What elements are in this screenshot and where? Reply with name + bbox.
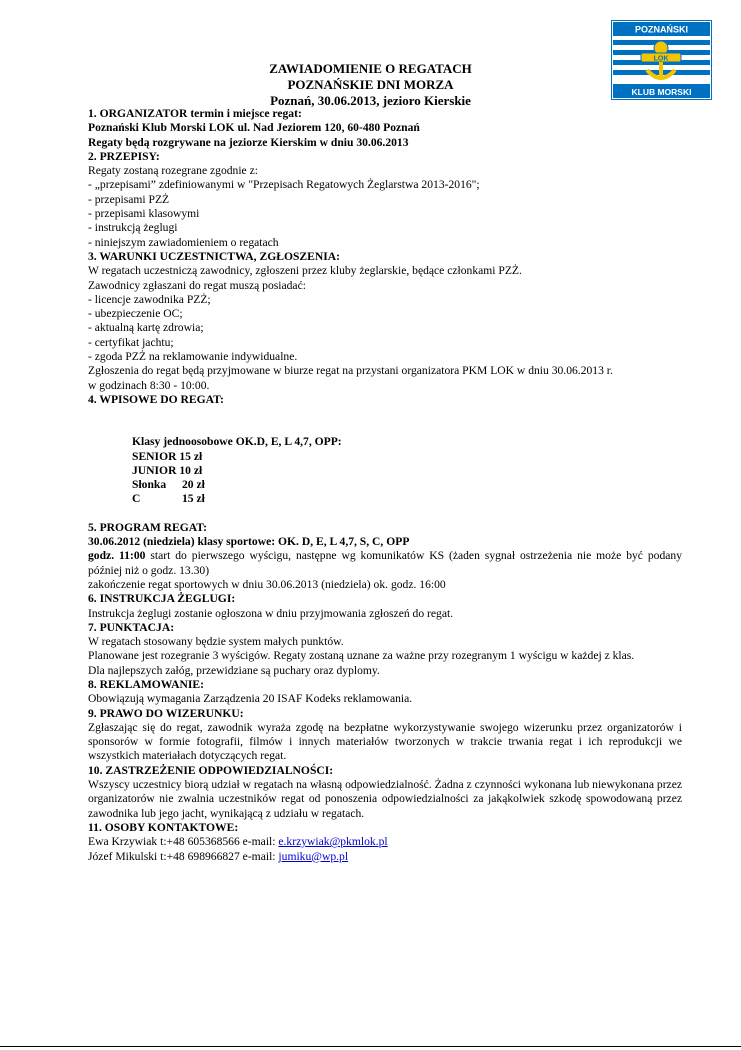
- section-8-heading: 8. REKLAMOWANIE:: [88, 677, 204, 691]
- page-bottom-rule: [0, 1046, 741, 1047]
- logo-center-text: LOK: [653, 55, 669, 63]
- fee-name: C: [132, 492, 141, 506]
- fee-name: Słonka: [132, 478, 167, 492]
- contact-row: [88, 850, 682, 864]
- doc-title-line2: POZNAŃSKIE DNI MORZA: [287, 77, 454, 92]
- fee-classes: Klasy jednoosobowe OK.D, E, L 4,7, OPP:: [132, 435, 342, 449]
- fee-value: 20 zł: [182, 478, 205, 492]
- section-6-heading: 6. INSTRUKCJA ŻEGLUGI:: [88, 592, 236, 606]
- fee-row: [132, 478, 682, 492]
- contact-2-email-link[interactable]: jumiku@wp.pl: [278, 849, 349, 863]
- entry-fees: [132, 435, 682, 506]
- scoring-text: W regatach stosowany będzie system małych punktów.: [88, 635, 344, 649]
- section-2-heading: 2. PRZEPISY:: [88, 149, 160, 163]
- registration-info: Zgłoszenia do regat będą przyjmowane w biurze regat na przystani organizatora PKM LOK w dniu 30.06.2013 r.: [88, 364, 613, 378]
- requirement-item: - certyfikat jachtu;: [88, 335, 174, 349]
- section-10-heading: 10. ZASTRZEŻENIE ODPOWIEDZIALNOŚCI:: [88, 763, 334, 777]
- scoring-prizes: Dla najlepszych załóg, przewidziane są puchary oraz dyplomy.: [88, 663, 380, 677]
- section-1-heading: 1. ORGANIZATOR termin i miejsce regat:: [88, 107, 302, 120]
- contact-row: [88, 835, 682, 849]
- fee-row: [132, 492, 682, 506]
- rules-item: - instrukcją żeglugi: [88, 221, 178, 235]
- contact-1-info: Ewa Krzywiak t:+48 605368566 e-mail:: [88, 835, 279, 849]
- program-end: zakończenie regat sportowych w dniu 30.06.2013 (niedziela) ok. godz. 16:00: [88, 577, 446, 591]
- rules-item: - niniejszym zawiadomieniem o regatach: [88, 235, 279, 249]
- contact-1-email-link[interactable]: e.krzywiak@pkmlok.pl: [278, 835, 388, 849]
- logo-bottom-text: KLUB MORSKI: [631, 87, 692, 97]
- participation-requirements: Zawodnicy zgłaszani do regat muszą posiadać:: [88, 278, 306, 292]
- fee-name: JUNIOR 10 zł: [132, 463, 203, 477]
- fee-value: 15 zł: [182, 492, 205, 506]
- requirement-item: - ubezpieczenie OC;: [88, 307, 183, 321]
- program-start: [88, 549, 682, 578]
- rules-item: - przepisami PZŻ: [88, 192, 170, 206]
- fee-row: [132, 464, 682, 478]
- section-4-heading: 4. WPISOWE DO REGAT:: [88, 392, 224, 406]
- section-5-heading: 5. PROGRAM REGAT:: [88, 520, 208, 534]
- image-rights-text: Zgłaszając się do regat, zawodnik wyraża zgodę na bezpłatne wykorzystywanie swojego wizerunku przez organizatorów i sponsorów w formie fotografii, filmów i innych materiałów tworzonych w trakcie trwania regat i ich reprodukcji we wszystkich materiałach dotyczących regat.: [88, 720, 682, 763]
- organizer-address: Poznański Klub Morski LOK ul. Nad Jeziorem 120, 60-480 Poznań: [88, 121, 420, 135]
- section-9-heading: 9. PRAWO DO WIZERUNKU:: [88, 706, 244, 720]
- program-date-classes: 30.06.2012 (niedziela) klasy sportowe: OK. D, E, L 4,7, S, C, OPP: [88, 535, 410, 549]
- doc-title-line3: Poznań, 30.06.2013, jezioro Kierskie: [270, 93, 471, 108]
- sailing-instructions-text: Instrukcja żeglugi zostanie ogłoszona w dniu przyjmowania zgłoszeń do regat.: [88, 606, 454, 620]
- rules-item: - przepisami klasowymi: [88, 207, 200, 221]
- requirement-item: - aktualną kartę zdrowia;: [88, 321, 204, 335]
- section-7-heading: 7. PUNKTACJA:: [88, 620, 175, 634]
- participation-text: W regatach uczestniczą zawodnicy, zgłoszeni przez kluby żeglarskie, będące członkami PZŻ.: [88, 264, 522, 278]
- contact-2-info: Józef Mikulski t:+48 698966827 e-mail:: [88, 849, 279, 863]
- doc-title-line1: ZAWIADOMIENIE O REGATACH: [269, 61, 472, 76]
- section-3-heading: 3. WARUNKI UCZESTNICTWA, ZGŁOSZENIA:: [88, 249, 341, 263]
- logo-top-text: POZNAŃSKI: [634, 24, 689, 35]
- registration-hours: w godzinach 8:30 - 10:00.: [88, 378, 210, 392]
- start-description: start do pierwszego wyścigu, następne wg komunikatów KS (żaden sygnał ostrzeżenia nie może być podany później niż o godz. 13.30): [88, 549, 682, 577]
- start-time: godz. 11:00: [88, 549, 146, 563]
- requirement-item: - licencje zawodnika PZŻ;: [88, 292, 211, 306]
- rules-intro: Regaty zostaną rozegrane zgodnie z:: [88, 164, 258, 178]
- scoring-races: Planowane jest rozegranie 3 wyścigów. Regaty zostaną uznane za ważne przy rozegranym 1 wyścigu w każdej z klas.: [88, 649, 635, 663]
- disclaimer-text: Wszyscy uczestnicy biorą udział w regatach na własną odpowiedzialność. Żadna z czynności wykonana lub niewykonana przez organizatorów nie zwalnia uczestników regat od ponoszenia odpowiedzialności za jakąkolwiek szkodę spowodowaną przez zawodnika lub jego jacht, wynikającą z udziału w regatach.: [88, 778, 682, 820]
- doc-body: [88, 107, 682, 864]
- rules-item: - „przepisami” zdefiniowanymi w "Przepisach Regatowych Żeglarstwa 2013-2016";: [88, 178, 480, 192]
- regatta-location-date: Regaty będą rozgrywane na jeziorze Kierskim w dniu 30.06.2013: [88, 135, 409, 149]
- advertising-text: Obowiązują wymagania Zarządzenia 20 ISAF Kodeks reklamowania.: [88, 692, 413, 706]
- fee-row: [132, 450, 682, 464]
- fee-name: SENIOR 15 zł: [132, 449, 203, 463]
- section-11-heading: 11. OSOBY KONTAKTOWE:: [88, 820, 239, 834]
- requirement-item: - zgoda PZŻ na reklamowanie indywidualne.: [88, 350, 298, 364]
